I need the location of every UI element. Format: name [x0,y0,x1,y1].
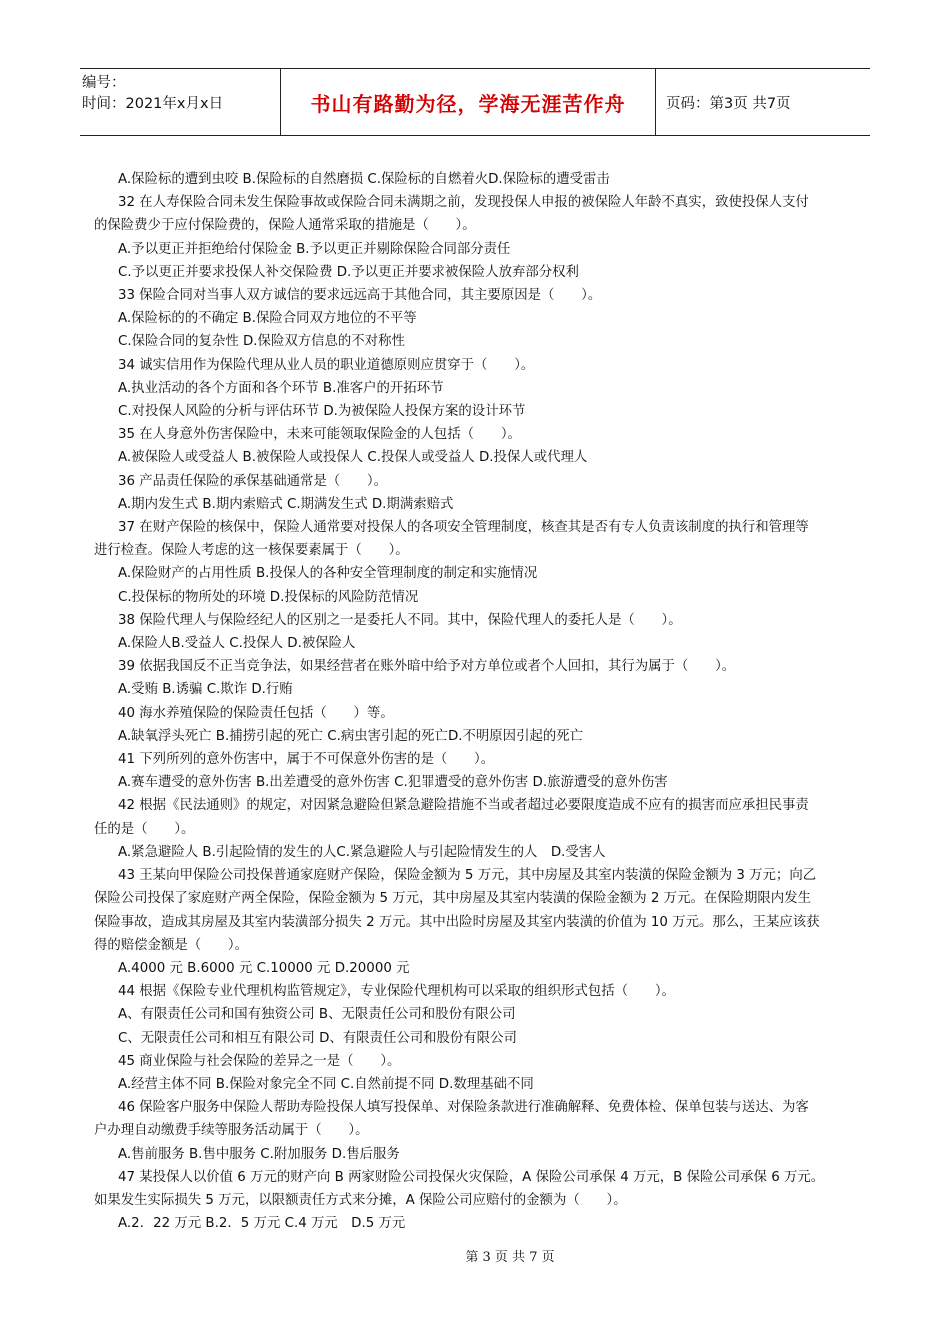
text-line: A.售前服务 B.售中服务 C.附加服务 D.售后服务 [118,1146,400,1162]
text-line: A.予以更正并拒绝给付保险金 B.予以更正并剔除保险合同部分责任 [118,241,511,257]
text-line: 47 某投保人以价值 6 万元的财产向 B 两家财险公司投保火灾保险，A 保险公司承保 4 万元，B 保险公司承保 6 万元。 [118,1169,825,1185]
text-line: A.赛车遭受的意外伤害 B.出差遭受的意外伤害 C.犯罪遭受的意外伤害 D.旅游遭受的意外伤害 [118,775,668,791]
text-line: 40 海水养殖保险的保险责任包括（ ）等。 [118,705,394,721]
text-line: A.保险标的的不确定 B.保险合同双方地位的不平等 [118,311,417,327]
page-header [80,68,870,136]
text-line: 34 诚实信用作为保险代理从业人员的职业道德原则应贯穿于（ ）。 [118,357,535,373]
text-line: 37 在财产保险的核保中，保险人通常要对投保人的各项安全管理制度，核查其是否有专人负责该制度的执行和管理等 [118,520,809,536]
text-line: 41 下列所列的意外伤害中，属于不可保意外伤害的是（ ）。 [118,752,495,768]
text-line: A.缺氧浮头死亡 B.捕捞引起的死亡 C.病虫害引起的死亡D.不明原因引起的死亡 [118,728,584,744]
text-line: A.受贿 B.诱骗 C.欺诈 D.行贿 [118,682,293,698]
text-line: A.保险标的遭到虫咬 B.保险标的自然磨损 C.保险标的自燃着火D.保险标的遭受雷击 [118,172,610,187]
text-line: 35 在人身意外伤害保险中，未来可能领取保险金的人包括（ ）。 [118,427,521,443]
text-line: 39 依据我国反不正当竞争法，如果经营者在账外暗中给予对方单位或者个人回扣，其行为属于（ ）。 [118,659,736,675]
text-line: A.保险人B.受益人 C.投保人 D.被保险人 [118,636,356,652]
text-line: C.予以更正并要求投保人补交保险费 D.予以更正并要求被保险人放弃部分权利 [118,264,579,280]
text-line: 42 根据《民法通则》的规定，对因紧急避险但紧急避险措施不当或者超过必要限度造成不应有的损害而应承担民事责 [118,798,809,814]
document-body [94,168,860,1235]
text-line: 36 产品责任保险的承保基础通常是（ ）。 [118,473,388,489]
text-line: 户办理自动缴费手续等服务活动属于（ ）。 [94,1123,369,1139]
text-line: 任的是（ ）。 [94,821,195,837]
text-line: 44 根据《保险专业代理机构监管规定》，专业保险代理机构可以采取的组织形式包括（ ）。 [118,984,675,1000]
header-page-label: 页码：第3页 共7页 [666,95,791,112]
text-line: 保险事故，造成其房屋及其室内装潢部分损失 2 万元。其中出险时房屋及其室内装潢的价值为 10 万元。那么，王某应该获 [94,914,820,930]
text-line: 38 保险代理人与保险经纪人的区别之一是委托人不同。其中，保险代理人的委托人是（ ）。 [118,612,682,628]
text-line: 保险公司投保了家庭财产两全保险，保险金额为 5 万元，其中房屋及其室内装潢的保险金额为 2 万元。在保险期限内发生 [94,891,811,907]
text-line: 的保险费少于应付保险费的，保险人通常采取的措施是（ ）。 [94,218,476,234]
text-line: A.2．22 万元 B.2．5 万元 C.4 万元 D.5 万元 [118,1216,406,1232]
text-line: A.4000 元 B.6000 元 C.10000 元 D.20000 元 [118,960,410,976]
text-line: 得的赔偿金额是（ ）。 [94,937,248,953]
text-line: C.投保标的物所处的环境 D.投保标的风险防范情况 [118,589,419,605]
text-line: C.保险合同的复杂性 D.保险双方信息的不对称性 [118,334,405,350]
text-line: A.保险财产的占用性质 B.投保人的各种安全管理制度的制定和实施情况 [118,566,538,582]
text-line: 32 在人寿保险合同未发生保险事故或保险合同未满期之前，发现投保人申报的被保险人年龄不真实，致使投保人支付 [118,195,809,211]
text-line: 33 保险合同对当事人双方诚信的要求远远高于其他合同，其主要原因是（ ）。 [118,288,602,304]
text-line: A.期内发生式 B.期内索赔式 C.期满发生式 D.期满索赔式 [118,496,454,512]
text-line: C.对投保人风险的分析与评估环节 D.为被保险人投保方案的设计环节 [118,404,526,420]
page-footer: 第 3 页 共 7 页 [465,1250,555,1265]
text-line: A.被保险人或受益人 B.被保险人或投保人 C.投保人或受益人 D.投保人或代理人 [118,450,588,466]
time-label: 时间：2021年x月x日 [82,96,224,112]
text-line: C、无限责任公司和相互有限公司 D、有限责任公司和股份有限公司 [118,1030,517,1046]
header-meta [80,69,281,135]
text-line: A、有限责任公司和国有独资公司 B、无限责任公司和股份有限公司 [118,1007,516,1023]
text-line: 45 商业保险与社会保险的差异之一是（ ）。 [118,1053,401,1069]
text-line: 43 王某向甲保险公司投保普通家庭财产保险，保险金额为 5 万元，其中房屋及其室内装潢的保险金额为 3 万元；向乙 [118,868,817,884]
text-line: 46 保险客户服务中保险人帮助寿险投保人填写投保单、对保险条款进行准确解释、免费体检、保单包装与送达、为客 [118,1100,809,1116]
text-line: A.紧急避险人 B.引起险情的发生的人C.紧急避险人与引起险情发生的人 D.受害人 [118,844,606,860]
header-motto: 书山有路勤为径，学海无涯苦作舟 [281,69,656,135]
text-line: 如果发生实际损失 5 万元，以限额责任方式来分摊，A 保险公司应赔付的金额为（ ）。 [94,1192,627,1208]
text-line: 进行检查。保险人考虑的这一核保要素属于（ ）。 [94,543,409,559]
serial-label: 编号： [82,75,126,91]
text-line: A.执业活动的各个方面和各个环节 B.准客户的开拓环节 [118,380,444,396]
text-line: A.经营主体不同 B.保险对象完全不同 C.自然前提不同 D.数理基础不同 [118,1076,534,1092]
